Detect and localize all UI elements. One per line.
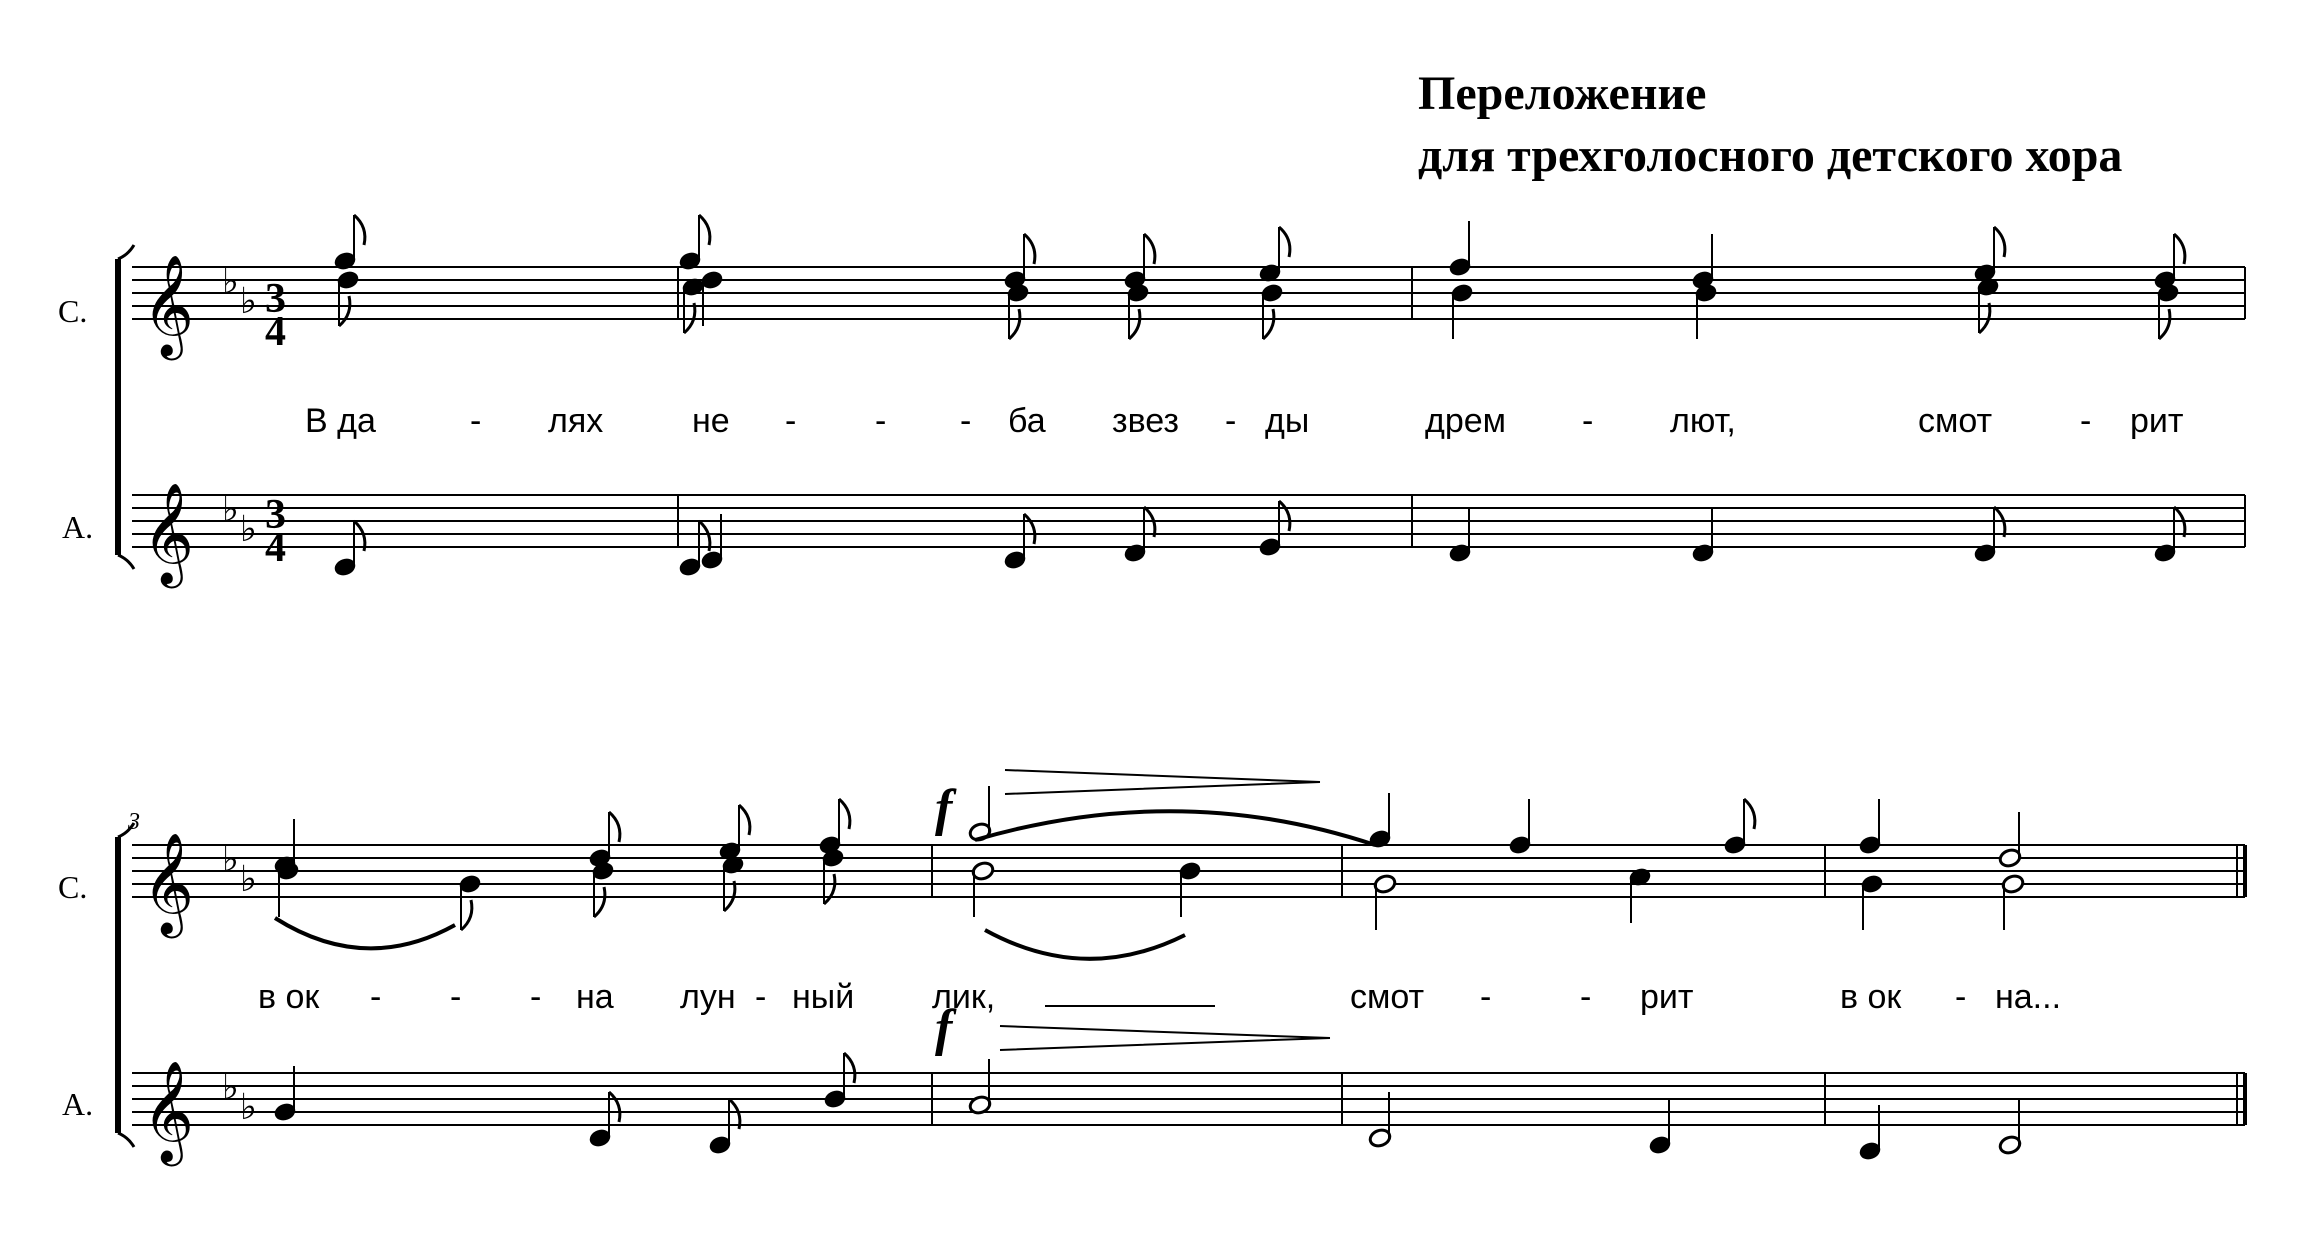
flat-icon: ♭: [240, 281, 257, 322]
system-bracket: [118, 245, 134, 259]
lyric-s2-8: лик,: [932, 978, 996, 1016]
note-flag: [1279, 501, 1290, 531]
lyric-s1-13: лют,: [1670, 402, 1736, 440]
treble-clef-icon: 𝄞: [142, 253, 195, 356]
lyric-s1-9: -: [1225, 402, 1237, 440]
lyric-s2-4: на: [576, 978, 614, 1016]
lyric-s2-13: в ок: [1840, 978, 1902, 1016]
flat-icon: ♭: [240, 1087, 257, 1128]
flat-icon: ♭: [240, 859, 257, 900]
dynamic-forte-lower: f: [935, 1000, 953, 1057]
lyric-s2-11: -: [1580, 978, 1592, 1016]
lyric-s2-7: ный: [792, 978, 855, 1016]
treble-clef-icon: 𝄞: [142, 831, 195, 934]
heading-line-2: для трехголосного детского хора: [1418, 129, 2123, 182]
lyric-s1-5: -: [875, 402, 887, 440]
lyric-s1-1: -: [470, 402, 482, 440]
lyric-s2-12: рит: [1640, 978, 1694, 1016]
lyric-s2-14: -: [1955, 978, 1967, 1016]
part-label-upper-2: С.: [58, 869, 88, 905]
part-label-upper-1: С.: [58, 293, 88, 329]
note-flag: [609, 1092, 620, 1122]
lyric-s2-3: -: [530, 978, 542, 1016]
lyric-s2-10: -: [1480, 978, 1492, 1016]
time-sig-upper-beats: 3: [265, 276, 286, 322]
lyric-s2-0: в ок: [258, 978, 320, 1016]
hairpin-lower: [1000, 1026, 1330, 1050]
note-flag: [739, 805, 750, 835]
heading-line-1: Переложение: [1418, 67, 1707, 120]
lyric-s1-12: -: [1582, 402, 1594, 440]
time-sig-lower-beats: 3: [265, 492, 286, 538]
lyric-s1-3: не: [692, 402, 730, 440]
lyric-s2-2: -: [450, 978, 462, 1016]
note-flag: [839, 799, 850, 829]
flat-icon: ♭: [222, 839, 239, 880]
note-flag: [354, 215, 365, 245]
note-flag: [1144, 234, 1155, 264]
note-flag: [824, 874, 835, 904]
lyric-s1-11: дрем: [1425, 402, 1507, 440]
flat-icon: ♭: [222, 1067, 239, 1108]
flat-icon: ♭: [222, 489, 239, 530]
part-label-lower-1: А.: [62, 509, 94, 545]
lyric-s1-16: рит: [2130, 402, 2184, 440]
note-flag: [1024, 514, 1035, 544]
lyric-s1-15: -: [2080, 402, 2092, 440]
lyric-s2-6: -: [755, 978, 767, 1016]
note-flag: [1994, 227, 2005, 257]
system-bracket: [118, 555, 134, 569]
note-flag: [1129, 309, 1140, 339]
lyric-s2-9: смот: [1350, 978, 1425, 1016]
notes: [273, 215, 2185, 1161]
staff-lines: [118, 245, 2245, 1167]
treble-clef-icon: 𝄞: [142, 481, 195, 584]
flat-icon: ♭: [222, 261, 239, 302]
dynamic-forte-upper: f: [935, 780, 953, 837]
lyric-s1-7: ба: [1008, 402, 1046, 440]
note-flag: [1279, 227, 1290, 257]
note-flag: [1009, 309, 1020, 339]
note-flag: [339, 296, 350, 326]
flat-icon: ♭: [240, 509, 257, 550]
slur-soprano: [975, 811, 1375, 845]
measure-number: 3: [128, 809, 140, 835]
lyric-s2-15: на...: [1995, 978, 2062, 1016]
note-flag: [844, 1053, 855, 1083]
time-sig-lower-unit: 4: [265, 525, 286, 571]
lyric-s1-0: В да: [305, 402, 376, 440]
lyric-s1-6: -: [960, 402, 972, 440]
part-label-lower-2: А.: [62, 1086, 94, 1122]
system-bracket: [118, 1133, 134, 1147]
note-flag: [2174, 234, 2185, 264]
note-flag: [699, 215, 710, 245]
time-sig-upper-unit: 4: [265, 309, 286, 355]
treble-clef-icon: 𝄞: [142, 1059, 195, 1162]
note-flag: [594, 887, 605, 917]
note-flag: [461, 900, 472, 930]
slur-alto-3: [275, 918, 455, 948]
note-flag: [1024, 234, 1035, 264]
lyric-s2-5: лун: [680, 978, 736, 1016]
note-flag: [609, 812, 620, 842]
lyric-s1-4: -: [785, 402, 797, 440]
lyric-s1-2: лях: [548, 402, 604, 440]
note-flag: [1744, 799, 1755, 829]
slur-alto-4: [985, 930, 1185, 959]
note-flag: [2159, 309, 2170, 339]
lyric-s1-8: звез: [1112, 402, 1180, 440]
lyric-s2-1: -: [370, 978, 382, 1016]
note-flag: [1263, 309, 1274, 339]
hairpin-upper: [1005, 770, 1320, 794]
lyric-s1-14: смот: [1918, 402, 1993, 440]
lyric-s1-10: ды: [1265, 402, 1310, 440]
